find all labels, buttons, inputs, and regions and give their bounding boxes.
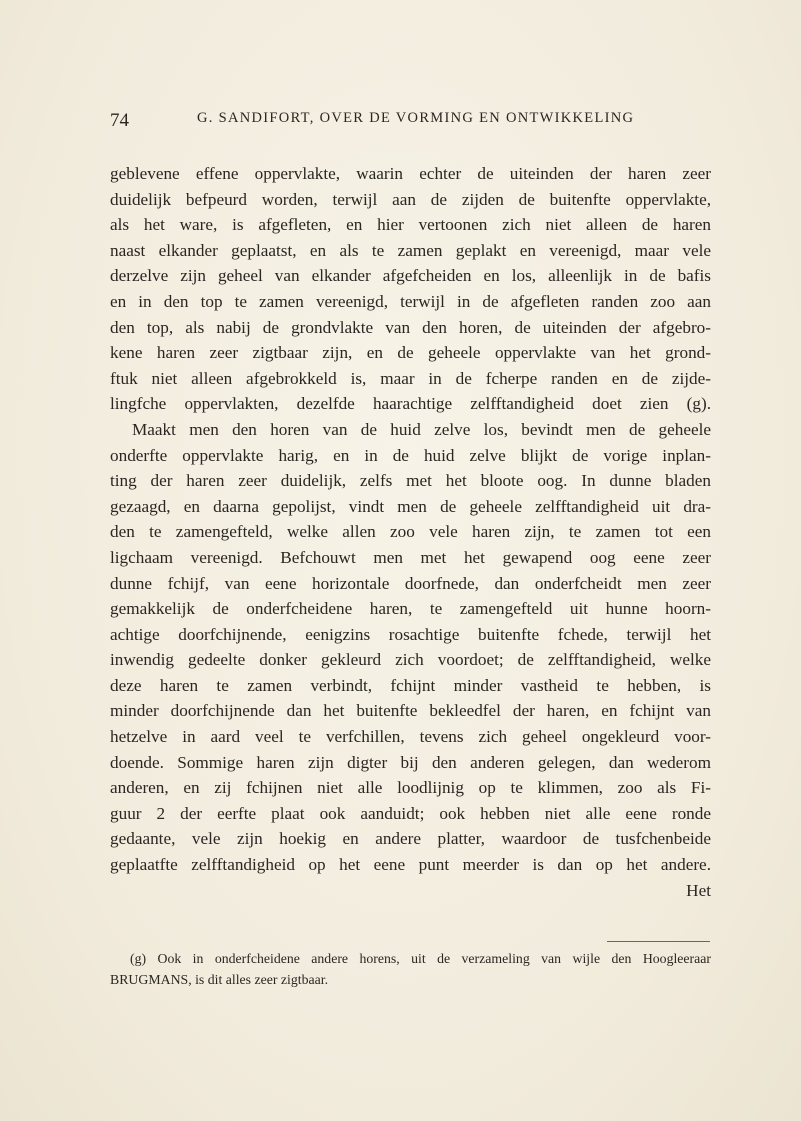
text-line: dunne fchijf, van eene horizontale doorfnede, dan onderfcheidt men zeer bbox=[110, 573, 711, 593]
text-line: minder doorfchijnende dan het buitenfte bekleedfel der haren, en fchijnt van bbox=[110, 701, 711, 721]
text-line: duidelijk befpeurd worden, terwijl aan de zijden de buitenfte oppervlakte, bbox=[110, 189, 711, 209]
text-line: ting der haren zeer duidelijk, zelfs met het bloote oog. In dunne bladen bbox=[110, 471, 711, 491]
text-line: naast elkander geplaatst, en als te zamen geplakt en vereenigd, maar vele bbox=[110, 240, 711, 260]
text-line: den top, als nabij de grondvlakte van den horen, de uiteinden der afgebro- bbox=[110, 317, 711, 337]
footnote-line: (g) Ook in onderfcheidene andere horens, uit de verzameling van wijle den Hoogleeraar bbox=[130, 951, 711, 966]
text-line: Maakt men den horen van de huid zelve los, bevindt men de geheele bbox=[132, 419, 711, 439]
text-line: geplaatfte zelfftandigheid op het eene punt meerder is dan op het andere. bbox=[110, 855, 711, 875]
body-text bbox=[110, 161, 711, 903]
text-line: gezaagd, en daarna gepolijst, vindt men de geheele zelfftandigheid uit dra- bbox=[110, 496, 711, 516]
text-line: gedaante, vele zijn hoekig en andere platter, waardoor de tusfchenbeide bbox=[110, 829, 711, 849]
text-line: lingfche oppervlakten, dezelfde haarachtige zelfftandigheid doet zien (g). bbox=[110, 394, 711, 414]
page-number: 74 bbox=[110, 110, 129, 131]
text-line: doende. Sommige haren zijn digter bij den anderen gelegen, dan wederom bbox=[110, 752, 711, 772]
text-line: den te zamengefteld, welke allen zoo vele haren zijn, te zamen tot een bbox=[110, 522, 711, 542]
footnote-divider bbox=[607, 941, 710, 942]
text-line: hetzelve in aard veel te verfchillen, tevens zich geheel ongekleurd voor- bbox=[110, 727, 711, 747]
text-line: ftuk niet alleen afgebrokkeld is, maar in de fcherpe randen en de zijde- bbox=[110, 368, 711, 388]
running-head: G. SANDIFORT, OVER DE VORMING EN ONTWIKKELING bbox=[197, 110, 635, 126]
text-line: guur 2 der eerfte plaat ook aanduidt; ook hebben niet alle eene ronde bbox=[110, 803, 711, 823]
text-line: en in den top te zamen vereenigd, terwijl in de afgefleten randen zoo aan bbox=[110, 291, 711, 311]
text-line: geblevene effene oppervlakte, waarin echter de uiteinden der haren zeer bbox=[110, 164, 711, 183]
page-header bbox=[110, 106, 710, 132]
text-line: anderen, en zij fchijnen niet alle loodlijnig op te klimmen, zoo als Fi- bbox=[110, 778, 711, 798]
footnote-line: BRUGMANS, is dit alles zeer zigtbaar. bbox=[110, 972, 329, 987]
text-line: deze haren te zamen verbindt, fchijnt minder vastheid te hebben, is bbox=[110, 675, 711, 695]
text-line: gemakkelijk de onderfcheidene haren, te zamengefteld uit hunne hoorn- bbox=[110, 599, 711, 619]
text-line: achtige doorfchijnende, eenigzins rosachtige buitenfte fchede, terwijl het bbox=[110, 624, 711, 644]
text-line: derzelve zijn geheel van elkander afgefcheiden en los, alleenlijk in de bafis bbox=[110, 266, 711, 286]
text-line: inwendig gedeelte donker gekleurd zich voordoet; de zelfftandigheid, welke bbox=[110, 650, 711, 670]
catchword: Het bbox=[686, 880, 711, 900]
footnote bbox=[110, 948, 711, 990]
text-line: kene haren zeer zigtbaar zijn, en de geheele oppervlakte van het grond- bbox=[110, 343, 711, 363]
text-line: als het ware, is afgefleten, en hier vertoonen zich niet alleen de haren bbox=[110, 215, 711, 235]
text-line: onderfte oppervlakte harig, en in de huid zelve blijkt de vorige inplan- bbox=[110, 445, 711, 465]
text-line: ligchaam vereenigd. Befchouwt men met het gewapend oog eene zeer bbox=[110, 547, 711, 567]
